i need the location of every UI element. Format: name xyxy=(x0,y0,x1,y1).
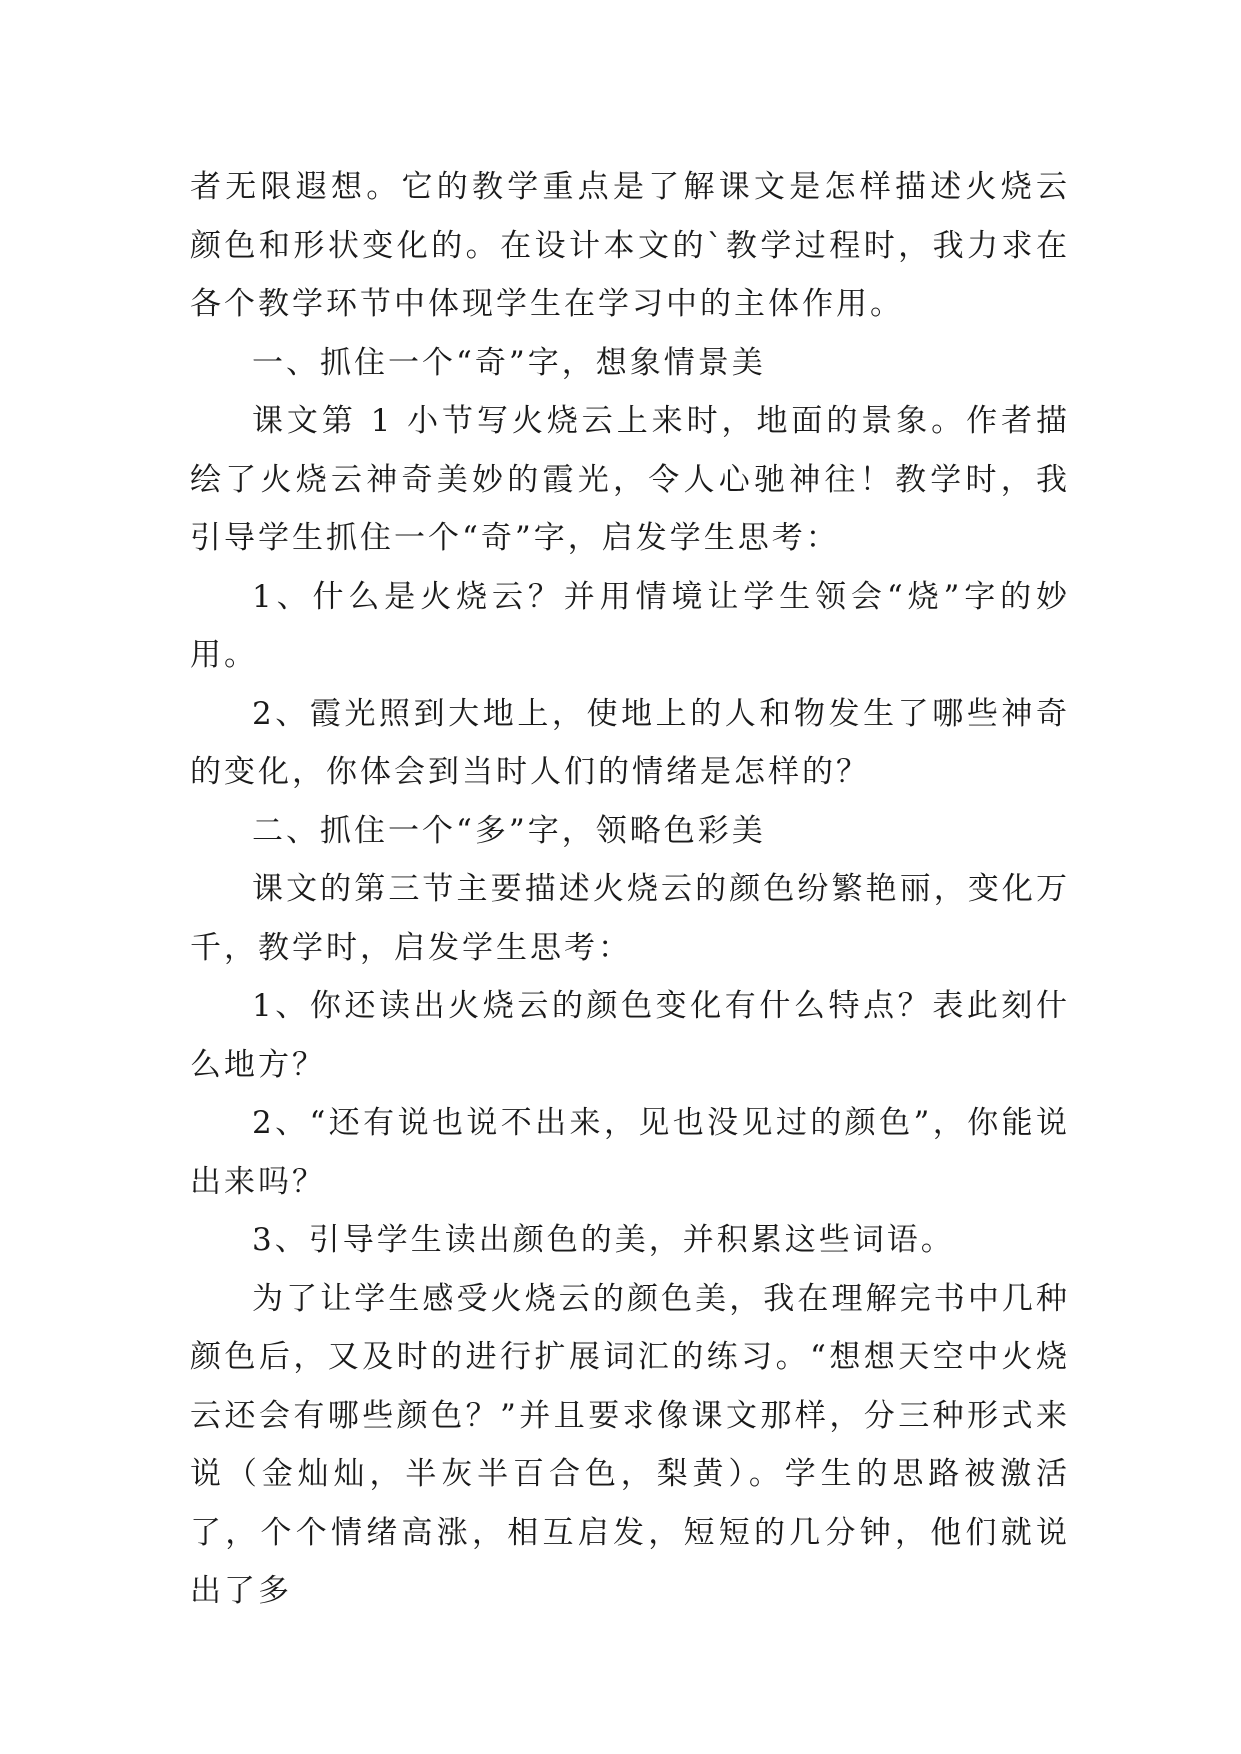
list-item-one-1: 1、什么是火烧云？并用情境让学生领会“烧”字的妙用。 xyxy=(190,578,1070,673)
list-item-one-2: 2、霞光照到大地上，使地上的人和物发生了哪些神奇的变化，你体会到当时人们的情绪是怎样的？ xyxy=(190,695,1070,790)
paragraph-color-practice: 为了让学生感受火烧云的颜色美，我在理解完书中几种颜色后，又及时的进行扩展词汇的练习。“想想天空中火烧云还会有哪些颜色？”并且要求像课文那样，分三种形式来说（金灿灿，半灰半百合色，梨黄）。学生的思路被激活了，个个情绪高涨，相互启发，短短的几分钟，他们就说出了多 xyxy=(190,1280,1070,1609)
list-item-two-2: 2、“还有说也说不出来，见也没见过的颜色”，你能说出来吗？ xyxy=(190,1105,1070,1200)
heading-section-one: 一、抓住一个“奇”字，想象情景美 xyxy=(252,344,766,381)
paragraph-intro-continued: 者无限遐想。它的教学重点是了解课文是怎样描述火烧云颜色和形状变化的。在设计本文的`教学过程时，我力求在各个教学环节中体现学生在学习中的主体作用。 xyxy=(190,169,1070,322)
list-item-two-1: 1、你还读出火烧云的颜色变化有什么特点？表此刻什么地方？ xyxy=(190,988,1070,1083)
document-page xyxy=(190,158,1070,1621)
paragraph-section-two: 课文的第三节主要描述火烧云的颜色纷繁艳丽，变化万千，教学时，启发学生思考： xyxy=(190,871,1070,966)
heading-section-two: 二、抓住一个“多”字，领略色彩美 xyxy=(252,812,766,849)
paragraph-section-one: 课文第 1 小节写火烧云上来时，地面的景象。作者描绘了火烧云神奇美妙的霞光，令人心驰神往！教学时，我引导学生抓住一个“奇”字，启发学生思考： xyxy=(190,403,1070,556)
list-item-two-3: 3、引导学生读出颜色的美，并积累这些词语。 xyxy=(252,1222,955,1258)
